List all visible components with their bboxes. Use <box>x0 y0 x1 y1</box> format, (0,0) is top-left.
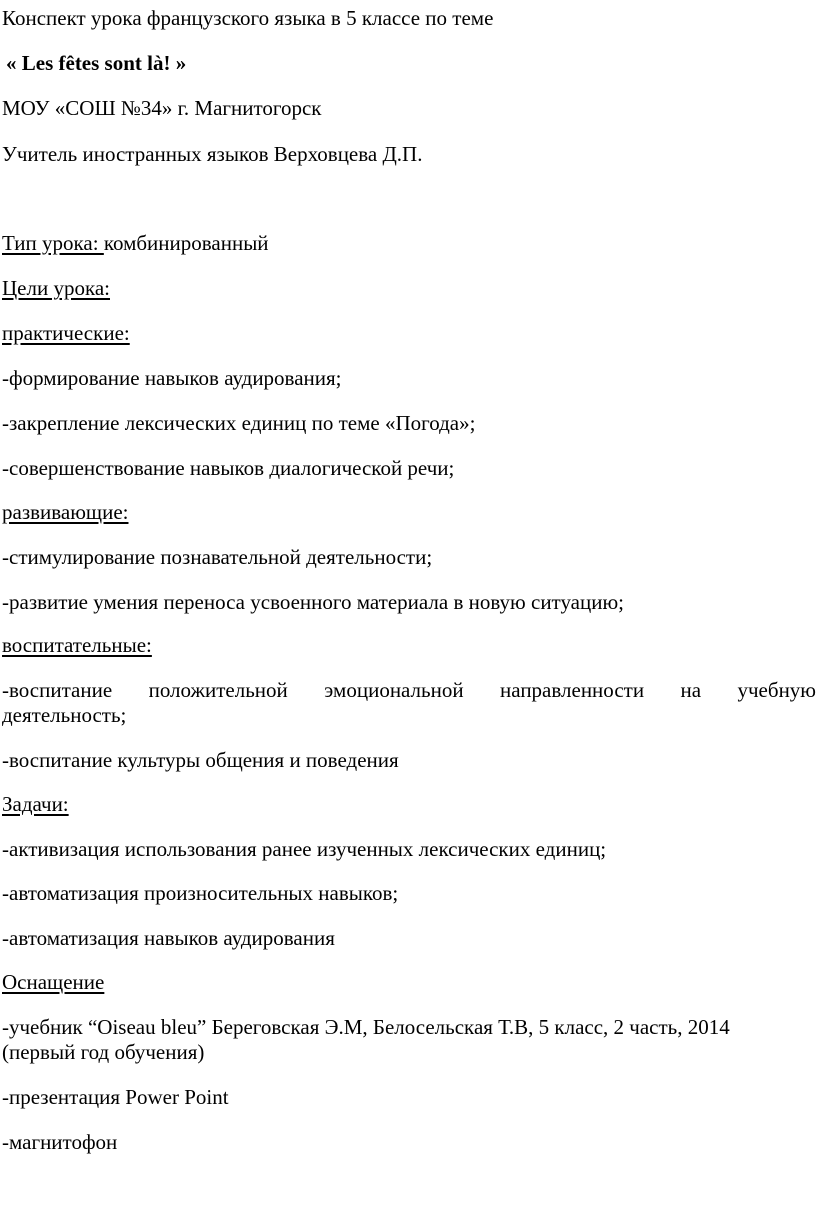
list-item: -воспитание положительной эмоциональной направленности на учебную <box>2 678 816 702</box>
teacher-name: Учитель иностранных языков Верховцева Д.П. <box>2 142 423 166</box>
list-item: -автоматизация произносительных навыков; <box>2 881 399 905</box>
practical-heading: практические: <box>2 321 130 345</box>
developing-heading: развивающие: <box>2 500 129 524</box>
lesson-type-value: комбинированный <box>103 231 269 255</box>
lesson-type-label: Тип урока: <box>2 231 104 255</box>
school-name: МОУ «СОШ №34» г. Магнитогорск <box>2 96 322 120</box>
lesson-title: « Les fêtes sont là! » <box>6 51 187 75</box>
equipment-heading: Оснащение <box>2 970 105 994</box>
goals-heading: Цели урока: <box>2 276 110 300</box>
list-item-continuation: (первый год обучения) <box>2 1040 205 1064</box>
tasks-heading: Задачи: <box>2 792 69 816</box>
list-item-continuation: деятельность; <box>2 703 127 727</box>
list-item: -магнитофон <box>2 1130 118 1154</box>
list-item: -активизация использования ранее изученных лексических единиц; <box>2 837 607 861</box>
list-item: -развитие умения переноса усвоенного материала в новую ситуацию; <box>2 590 625 614</box>
list-item: -стимулирование познавательной деятельности; <box>2 545 433 569</box>
educational-heading: воспитательные: <box>2 633 152 657</box>
header-line: Конспект урока французского языка в 5 классе по теме <box>2 6 494 30</box>
list-item: -закрепление лексических единиц по теме «Погода»; <box>2 411 476 435</box>
list-item: -презентация Power Point <box>2 1085 229 1109</box>
list-item: -автоматизация навыков аудирования <box>2 926 335 950</box>
lesson-type <box>2 230 269 256</box>
list-item: -формирование навыков аудирования; <box>2 366 342 390</box>
list-item: -учебник “Oiseau bleu” Береговская Э.М, Белосельская Т.В, 5 класс, 2 часть, 2014 <box>2 1015 730 1039</box>
list-item: -совершенствование навыков диалогической речи; <box>2 456 455 480</box>
list-item: -воспитание культуры общения и поведения <box>2 748 399 772</box>
